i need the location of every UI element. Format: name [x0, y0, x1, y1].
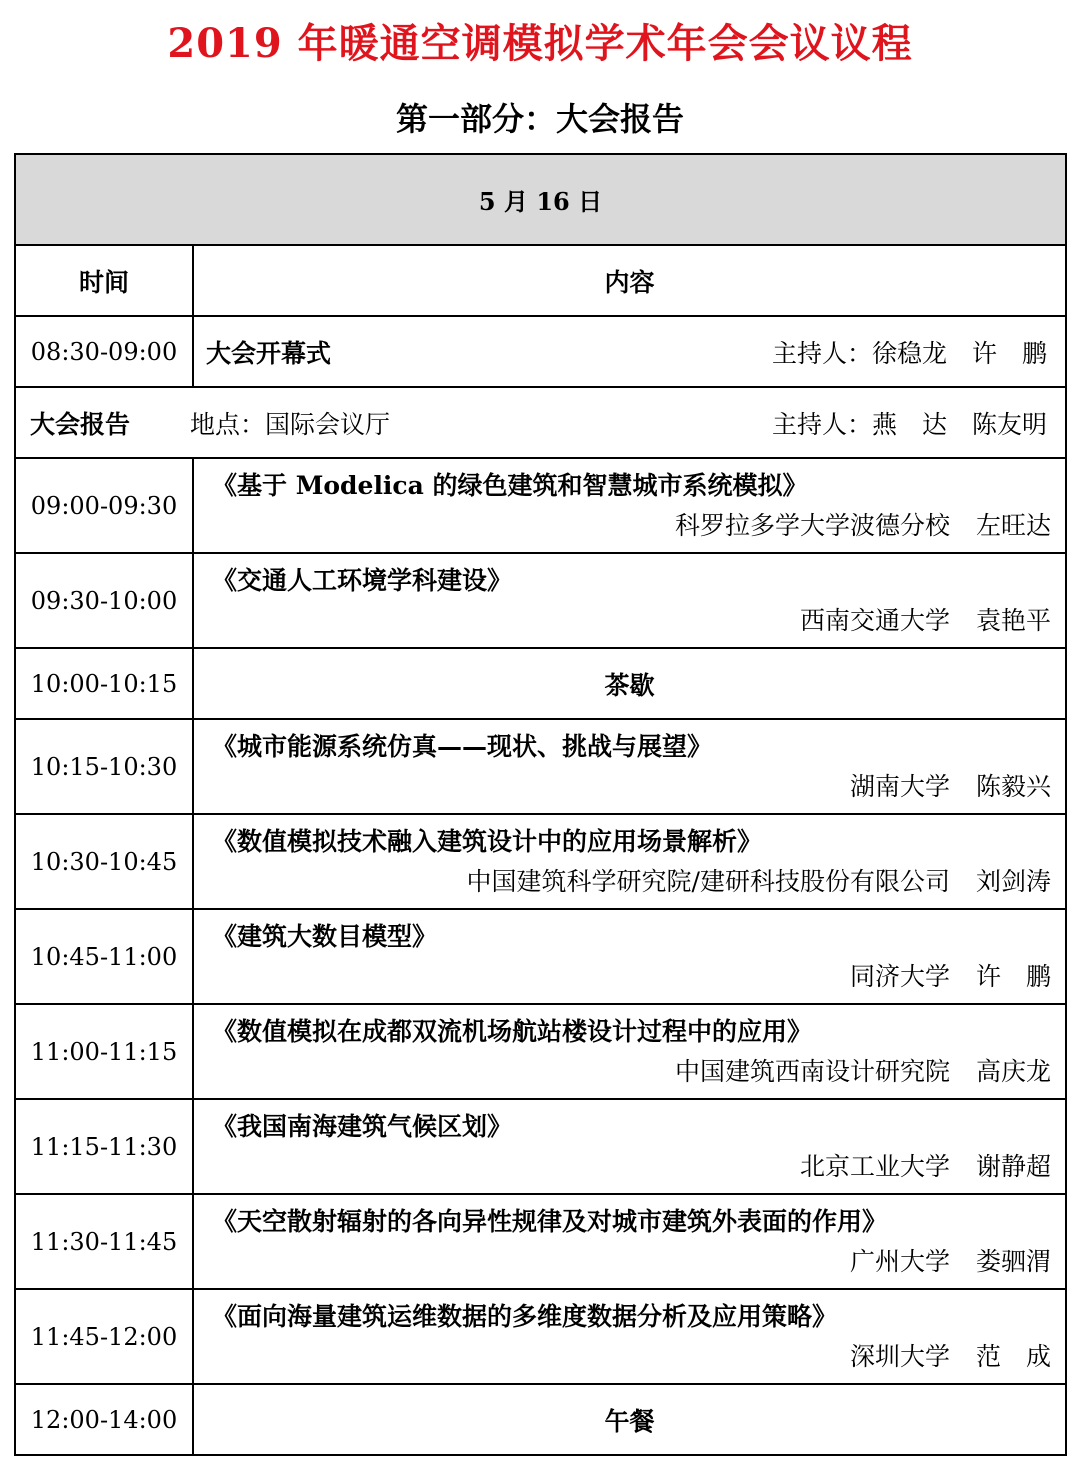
break-label: 茶歇 — [193, 648, 1066, 719]
talk-title: 《建筑大数目模型》 — [212, 921, 438, 951]
talk-row — [15, 458, 1066, 553]
opening-cell — [193, 316, 1066, 387]
talk-row — [15, 909, 1066, 1004]
talk-time: 11:00-11:15 — [15, 1004, 193, 1099]
talk-cell — [193, 1004, 1066, 1099]
talk-title: 《基于 Modelica 的绿色建筑和智慧城市系统模拟》 — [212, 470, 808, 500]
section-location: 地点：国际会议厅 — [189, 409, 390, 439]
talk-title: 《交通人工环境学科建设》 — [212, 565, 513, 595]
talk-cell — [193, 1194, 1066, 1289]
talk-cell — [193, 814, 1066, 909]
opening-label: 大会开幕式 — [206, 338, 332, 368]
talk-org: 广州大学 — [849, 1246, 950, 1276]
agenda-title: 2019 年暖通空调模拟学术年会会议议程 — [167, 20, 913, 67]
content-header: 内容 — [193, 245, 1066, 316]
opening-row — [15, 316, 1066, 387]
part-subtitle: 第一部分：大会报告 — [395, 100, 684, 138]
break-time: 10:00-10:15 — [15, 648, 193, 719]
talk-title: 《我国南海建筑气候区划》 — [212, 1111, 513, 1141]
talk-cell — [193, 553, 1066, 648]
talk-time: 09:00-09:30 — [15, 458, 193, 553]
lunch-row — [15, 1384, 1066, 1455]
opening-time: 08:30-09:00 — [15, 316, 193, 387]
opening-host: 主持人：徐稳龙 许 鹏 — [771, 338, 1047, 368]
talk-title: 《城市能源系统仿真——现状、挑战与展望》 — [212, 731, 713, 761]
talk-org: 北京工业大学 — [799, 1151, 950, 1181]
talk-time: 11:45-12:00 — [15, 1289, 193, 1384]
talk-time: 11:15-11:30 — [15, 1099, 193, 1194]
talk-cell — [193, 1289, 1066, 1384]
agenda-table — [14, 153, 1067, 1456]
section-host: 主持人：燕 达 陈友明 — [771, 409, 1047, 439]
talk-speaker: 袁艳平 — [975, 605, 1051, 635]
talk-time: 10:45-11:00 — [15, 909, 193, 1004]
talk-speaker: 高庆龙 — [975, 1056, 1051, 1086]
talk-org: 同济大学 — [849, 961, 950, 991]
talk-cell — [193, 458, 1066, 553]
talk-org: 中国建筑西南设计研究院 — [674, 1056, 950, 1086]
talk-speaker: 陈毅兴 — [975, 771, 1051, 801]
lunch-label: 午餐 — [193, 1384, 1066, 1455]
talk-org: 科罗拉多学大学波德分校 — [674, 510, 950, 540]
talk-speaker: 谢静超 — [975, 1151, 1051, 1181]
talk-title: 《天空散射辐射的各向异性规律及对城市建筑外表面的作用》 — [212, 1206, 888, 1236]
talk-org: 湖南大学 — [849, 771, 950, 801]
section-label: 大会报告 — [30, 409, 131, 439]
break-row — [15, 648, 1066, 719]
talk-row — [15, 1289, 1066, 1384]
talk-title: 《数值模拟在成都双流机场航站楼设计过程中的应用》 — [212, 1016, 813, 1046]
talk-org: 中国建筑科学研究院/建研科技股份有限公司 — [466, 866, 950, 896]
talk-speaker: 许 鹏 — [975, 961, 1051, 991]
talk-time: 10:30-10:45 — [15, 814, 193, 909]
talk-row — [15, 553, 1066, 648]
talk-time: 10:15-10:30 — [15, 719, 193, 814]
talk-cell — [193, 1099, 1066, 1194]
section-cell — [15, 387, 1066, 458]
talk-speaker: 娄驷渭 — [975, 1246, 1051, 1276]
header-row — [15, 245, 1066, 316]
talk-row — [15, 1099, 1066, 1194]
talk-title: 《数值模拟技术融入建筑设计中的应用场景解析》 — [212, 826, 763, 856]
talk-row — [15, 1194, 1066, 1289]
talk-speaker: 范 成 — [975, 1341, 1051, 1371]
talk-title: 《面向海量建筑运维数据的多维度数据分析及应用策略》 — [212, 1301, 838, 1331]
talk-speaker: 刘剑涛 — [975, 866, 1051, 896]
talk-speaker: 左旺达 — [975, 510, 1051, 540]
time-header: 时间 — [15, 245, 193, 316]
talk-row — [15, 814, 1066, 909]
talk-time: 09:30-10:00 — [15, 553, 193, 648]
talk-time: 11:30-11:45 — [15, 1194, 193, 1289]
talk-cell — [193, 719, 1066, 814]
talk-row — [15, 719, 1066, 814]
date-cell: 5 月 16 日 — [15, 154, 1066, 245]
talk-org: 深圳大学 — [849, 1341, 950, 1371]
lunch-time: 12:00-14:00 — [15, 1384, 193, 1455]
section-row — [15, 387, 1066, 458]
talk-org: 西南交通大学 — [799, 605, 950, 635]
date-row — [15, 154, 1066, 245]
talk-cell — [193, 909, 1066, 1004]
talk-row — [15, 1004, 1066, 1099]
